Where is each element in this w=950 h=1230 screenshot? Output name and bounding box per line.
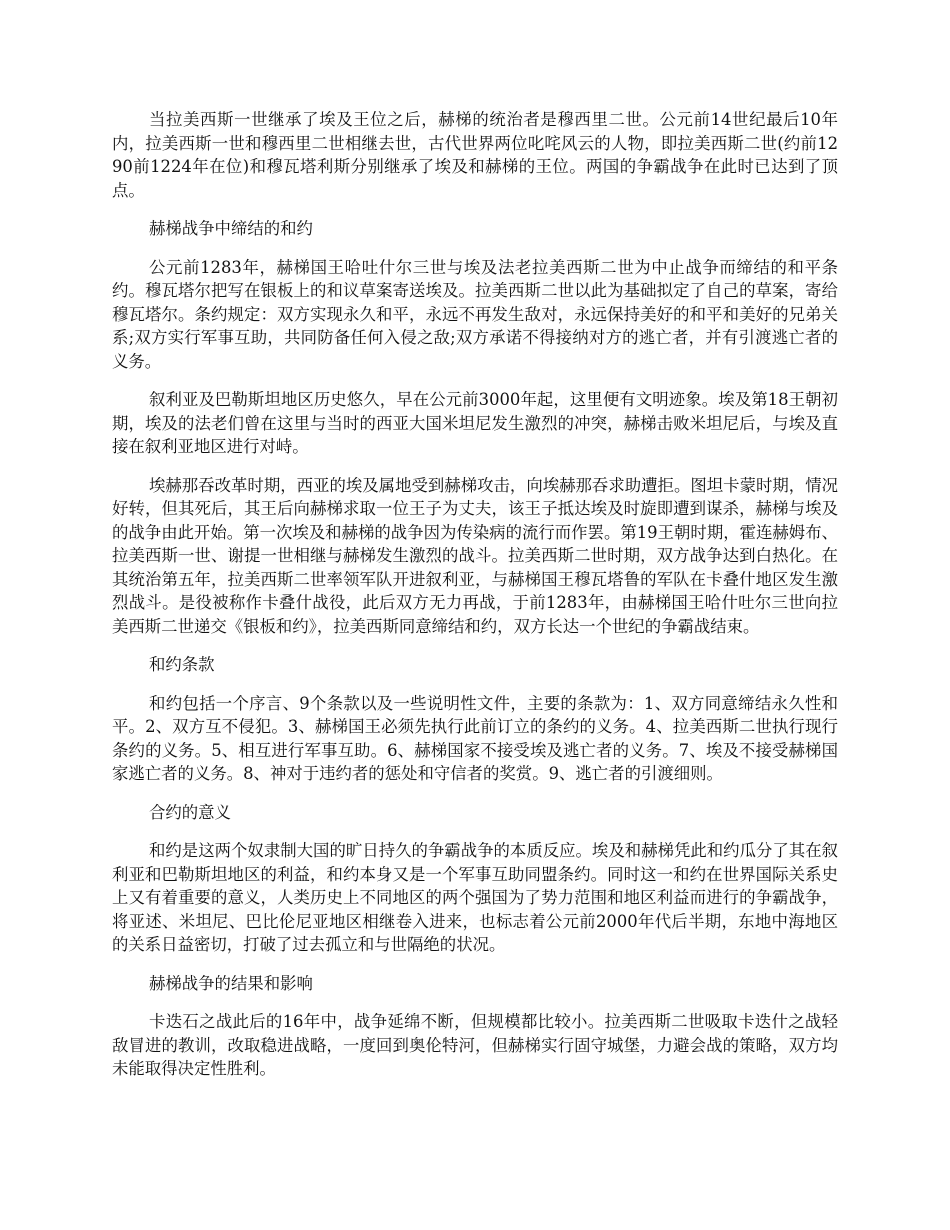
section-heading-treaty: 赫梯战争中缔结的和约	[149, 219, 313, 238]
section-heading-terms: 和约条款	[149, 655, 215, 674]
paragraph-intro: 当拉美西斯一世继承了埃及王位之后，赫梯的统治者是穆西里二世。公元前14世纪最后10年内，拉美西斯一世和穆西里二世相继去世，古代世界两位叱咤风云的人物，即拉美西斯二世(约前1290前1224年在位)和穆瓦塔利斯分别继承了埃及和赫梯的王位。两国的争霸战争在此时已达到了顶点。	[112, 110, 838, 200]
paragraph-outcome: 卡迭石之战此后的16年中，战争延绵不断，但规模都比较小。拉美西斯二世吸取卡迭什之战轻敌冒进的教训，改取稳进战略，一度回到奥伦特河，但赫梯实行固守城堡，力避会战的策略，双方均未能取得决定性胜利。	[112, 1012, 838, 1078]
section-heading-significance: 合约的意义	[149, 802, 231, 822]
paragraph-war-history: 埃赫那吞改革时期，西亚的埃及属地受到赫梯攻击，向埃赫那吞求助遭拒。图坦卡蒙时期，情况好转，但其死后，其王后向赫梯求取一位王子为丈夫，该王子抵达埃及时旋即遭到谋杀，赫梯与埃及的战争由此开始。第一次埃及和赫梯的战争因为传染病的流行而作罢。第19王朝时期，霍连赫姆布、拉美西斯一世、谢提一世相继与赫梯发生激烈的战斗。拉美西斯二世时期，双方战争达到白热化。在其统治第五年，拉美西斯二世率领军队开进叙利亚，与赫梯国王穆瓦塔鲁的军队在卡叠什地区发生激烈战斗。是役被称作卡叠什战役，此后双方无力再战，于前1283年，由赫梯国王哈什吐尔三世向拉美西斯二世递交《银板和约》，拉美西斯同意缔结和约，双方长达一个世纪的争霸战结束。	[112, 475, 838, 636]
paragraph-treaty: 公元前1283年，赫梯国王哈吐什尔三世与埃及法老拉美西斯二世为中止战争而缔结的和平条约。穆瓦塔尔把写在银板上的和议草案寄送埃及。拉美西斯二世以此为基础拟定了自己的草案，寄给穆瓦塔尔。条约规定：双方实现永久和平，永远不再发生敌对，永远保持美好的和平和美好的兄弟关系;双方实行军事互助，共同防备任何入侵之敌;双方承诺不得接纳对方的逃亡者，并有引渡逃亡者的义务。	[112, 257, 838, 371]
document-body	[112, 108, 838, 1096]
paragraph-syria-history: 叙利亚及巴勒斯坦地区历史悠久，早在公元前3000年起，这里便有文明迹象。埃及第18王朝初期，埃及的法老们曾在这里与当时的西亚大国米坦尼发生激烈的冲突，赫梯击败米坦尼后，与埃及直接在叙利亚地区进行对峙。	[112, 390, 838, 456]
paragraph-terms: 和约包括一个序言、9个条款以及一些说明性文件，主要的条款为：1、双方同意缔结永久性和平。2、双方互不侵犯。3、赫梯国王必须先执行此前订立的条约的义务。4、拉美西斯二世执行现行条约的义务。5、相互进行军事互助。6、赫梯国家不接受埃及逃亡者的义务。7、埃及不接受赫梯国家逃亡者的义务。8、神对于违约者的惩处和守信者的奖赏。9、逃亡者的引渡细则。	[112, 693, 838, 783]
section-heading-outcome: 赫梯战争的结果和影响	[149, 973, 313, 993]
paragraph-significance: 和约是这两个奴隶制大国的旷日持久的争霸战争的本质反应。埃及和赫梯凭此和约瓜分了其在叙利亚和巴勒斯坦地区的利益，和约本身又是一个军事互助同盟条约。同时这一和约在世界国际关系史上又有着重要的意义，人类历史上不同地区的两个强国为了势力范围和地区利益而进行的争霸战争，将亚述、米坦尼、巴比伦尼亚地区相继卷入进来，也标志着公元前2000年代后半期，东地中海地区的关系日益密切，打破了过去孤立和与世隔绝的状况。	[112, 841, 838, 954]
